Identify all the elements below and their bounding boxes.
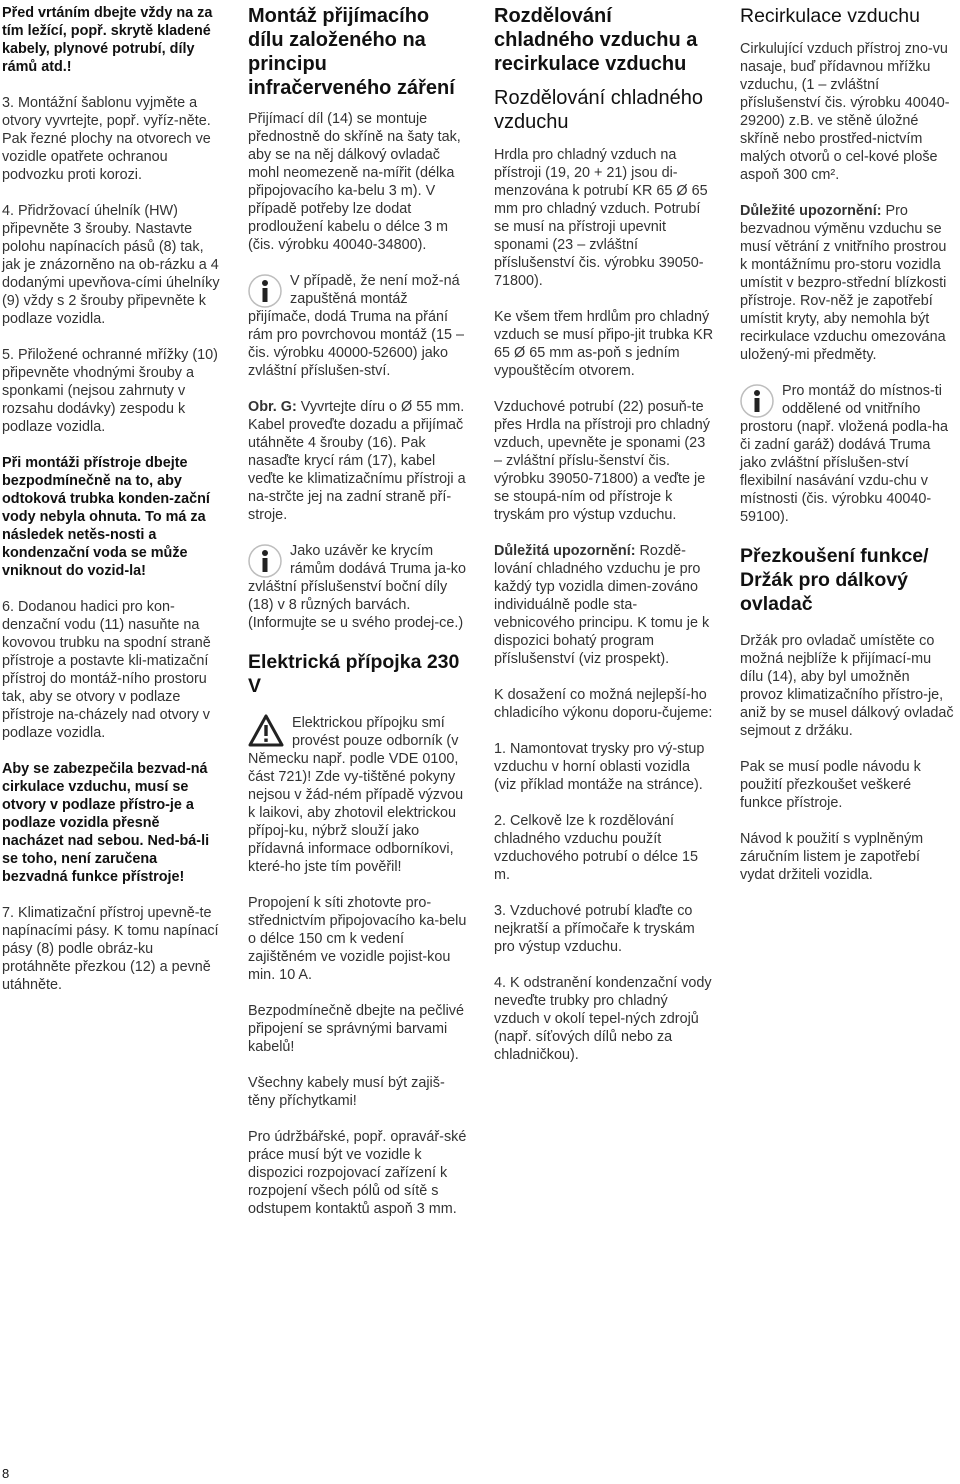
- recommendation-4: 4. K odstranění kondenzační vody neveďte trubky pro chladný vzduch v okolí tepel-ných zdrojů (např. síťových dílů nebo za chladničkou).: [494, 975, 712, 1063]
- figure-g-label: Obr. G:: [248, 399, 297, 415]
- recirculation-heading: Recirkulace vzduchu: [740, 5, 920, 27]
- step-4: 4. Přidržovací úhelník (HW) připevněte 3 šrouby. Nastavte polohu napínacích pásů (8) tak, jak je znázorněno na ob-rázku a 4 dodanými upevňova-cími úhelníky (9) vždy s 2 šrouby připevněte k podlaze vozidla.: [2, 203, 220, 327]
- recirculation-note-label: Důležité upozornění:: [740, 203, 882, 219]
- airflow-warning: Aby se zabezpečila bezvad-ná cirkulace vzduchu, musí se otvory v podlaze přístro-je a podlaze vozidla přesně nacházet nad sebou. Ned-bá-li se toho, není zaručena bezvadná funkce přístroje!: [2, 761, 210, 885]
- info-note-room: [740, 382, 956, 526]
- info-note-room-text: Pro montáž do místnos-ti oddělené od vnitřního prostoru (např. vložená podla-ha či zadní garáž) dodává Truma jako zvláštní příslušen-ství flexibilní nasávání vzdu-chu v místnosti (čis. výrobku 40040-59100).: [740, 383, 948, 525]
- mains-connection: Propojení k síti zhotovte pro-střednictvím připojovacího ka-belu o délce 150 cm k vedení zajištěném ve vozidle pojist-kou min. 10 A.: [248, 895, 467, 983]
- column-3: [494, 4, 716, 1082]
- recirculation-note: [740, 202, 956, 364]
- manual-paragraph: Návod k použití s vyplněným záručním listem je zapotřebí vydat držiteli vozidla.: [740, 831, 924, 883]
- cable-colors: Bezpodmínečně dbejte na pečlivé připojení se správnými barvami kabelů!: [248, 1003, 465, 1055]
- cable-clips: Všechny kabely musí být zajiš-těny příchytkami!: [248, 1075, 445, 1109]
- info-note-frame-text: V případě, že není mož-ná zapuštěná montáž přijímače, dodá Truma na přání rám pro povrchovou montáž (15 – čis. výrobku 40000-52600) jako zvláštní příslušen-ství.: [248, 273, 464, 379]
- step-5: 5. Přiložené ochranné mřížky (10) připevněte vhodnými šrouby a sponkami (nejsou zahrnuty v rozsahu dodávky) zespodu k podlaze vozidla.: [2, 347, 218, 435]
- info-icon: [248, 274, 282, 308]
- recommendation-2: 2. Celkově lze k rozdělování chladného vzduchu použít vzduchového potrubí o délce 15 m.: [494, 813, 699, 883]
- info-icon: [248, 544, 282, 578]
- info-icon: [740, 384, 774, 418]
- important-note-label: Důležitá upozornění:: [494, 543, 636, 559]
- holder-paragraph: Držák pro ovladač umístěte co možná nejblíže k přijímací-mu dílu (14), aby byl umožněn provoz klimatizačního přístro-je, aniž by se musel dálkový ovladač sejmout z držáku.: [740, 633, 954, 739]
- column-2: [248, 4, 470, 1236]
- recirculation-paragraph: Cirkulující vzduch přístroj zno-vu nasaje, buď přídavnou mřížku vzduchu, (1 – zvláštní příslušenství čis. výrobku 40040-29200) z.B. ve stěně úložné skříně nebo prostřed-nictvím malých otvorů o cel-kové ploše aspoň 300 cm².: [740, 41, 950, 183]
- recommendation-3: 3. Vzduchové potrubí klaďte co nejkratší a přímočaře k tryskám pro výstup vzduchu.: [494, 903, 695, 955]
- warning-icon: [248, 714, 284, 748]
- figure-g-paragraph: [248, 398, 470, 524]
- distribution-subheading: Rozdělování chladného vzduchu: [494, 87, 704, 133]
- electrical-heading: Elektrická přípojka 230 V: [248, 651, 460, 697]
- recommendation-intro: K dosažení co možná nejlepší-ho chladicího výkonu doporu-čujeme:: [494, 687, 713, 721]
- pipe-paragraph: Ke všem třem hrdlům pro chladný vzduch se musí připo-jit trubka KR 65 Ø 65 mm as-poň s jedním vypouštěcím otvorem.: [494, 309, 714, 379]
- isolating-device: Pro údržbářské, popř. opravář-ské práce musí být ve vozidle k dispozici rozpojovací zařízení k rozpojení všech pólů od sítě s odstupem kontaktů aspoň 3 mm.: [248, 1129, 467, 1217]
- page-number: 8: [2, 1466, 10, 1481]
- ducting-paragraph: Vzduchové potrubí (22) posuň-te přes Hrdla na přístroji pro chladný vzduch, upevněte je sponami (23 – zvláštní příslu-šenství čis. výrobku 39050-71800) a veďte je se stoupá-ním od přístroje k tryskám pro výstup vzduchu.: [494, 399, 710, 523]
- function-test-paragraph: Pak se musí podle návodu k použití přezkoušet veškeré funkce přístroje.: [740, 759, 921, 811]
- important-note: [494, 542, 716, 668]
- function-test-heading: Přezkoušení funkce/ Držák pro dálkový ovladač: [740, 545, 929, 615]
- column-4: [740, 4, 956, 902]
- outlets-paragraph: Hrdla pro chladný vzduch na přístroji (19, 20 + 21) jsou di-menzována k potrubí KR 65 Ø 65 mm pro chladný vzduch. Potrubí se musí na přístroji upevnit sponami (23 – zvláštní příslušenství čis. výrobku 39050-71800).: [494, 147, 708, 289]
- receiver-paragraph: Přijímací díl (14) se montuje přednostně do skříně na šaty tak, aby se na něj dálkový ovladač mohl neomezeně na-mířit (délka připojovacího ka-belu 3 m). V případě potřeby lze dodat prodloužení kabelu o délce 3 m (čis. výrobku 40040-34800).: [248, 111, 461, 253]
- column-1: [2, 4, 224, 1012]
- figure-g-text: Vyvrtejte díru o Ø 55 mm. Kabel proveďte dozadu a přijímač utáhněte 4 šrouby (16). Pak nasaďte krycí rám (17), kabel veďte ke klimatizačnímu přístroji a na-strčte jej na zadní straně pří-stroje.: [248, 399, 466, 523]
- recommendation-1: 1. Namontovat trysky pro vý-stup vzduchu v horní oblasti vozidla (viz příklad montáže na stránce).: [494, 741, 705, 793]
- intro-warning: Před vrtáním dbejte vždy na za tím ležící, popř. skrytě kladené kabely, plynové potrubí, díly rámů atd.!: [2, 5, 213, 75]
- step-3: 3. Montážní šablonu vyjměte a otvory vyvrtejte, popř. vyříz-něte. Pak řezné plochy na otvorech ve vozidle opatřete ochranou podvozku proti korozi.: [2, 95, 211, 183]
- electrical-warning: [248, 714, 470, 876]
- step-6: 6. Dodanou hadici pro kon-denzační vodu (11) nasuňte na kovovou trubku na spodní straně přístroje a postavte kli-matizační přístroj do montáž-ního prostoru tak, aby se otvory v podlaze přístroje na-cházely nad otvory v podlaze vozidla.: [2, 599, 211, 741]
- info-note-side-parts-text: Jako uzávěr ke krycím rámům dodává Truma ja-ko zvláštní příslušenství boční díly (18) v 8 různých barvách. (Informujte se u svého prodej-ce.): [248, 543, 466, 631]
- receiver-heading: Montáž přijímacího dílu založeného na principu infračerveného záření: [248, 5, 455, 99]
- info-note-side-parts: [248, 542, 470, 632]
- electrical-warning-text: Elektrickou přípojku smí provést pouze odborník (v Německu např. podle VDE 0100, část 721)! Zde vy-tištěné pokyny nejsou v žád-ném případě výzvou k laikovi, aby zhotovil elektrickou přípoj-ku, nýbrž slouží jako přídavná informace odborníkovi, které-ho jste tím pověřil!: [248, 715, 464, 875]
- step-7: 7. Klimatizační přístroj upevně-te napínacími pásy. K tomu napínací pásy (8) podle obráz-ku protáhněte přezkou (12) a pevně utáhněte.: [2, 905, 219, 993]
- distribution-heading: Rozdělování chladného vzduchu a recirkulace vzduchu: [494, 5, 698, 75]
- important-note-text: Rozdě-lování chladného vzduchu je pro každý typ vozidla dimen-zováno individuálně podle sta-vebnicového principu. K tomu je k dispozici bohatý program příslušenství (viz prospekt).: [494, 543, 710, 667]
- info-note-frame: [248, 272, 470, 380]
- recirculation-note-text: Pro bezvadnou výměnu vzduchu se musí větrání z vnitřního prostrou k montážnímu pro-storu vozidla umístit v bezpro-střední blízkosti přístroje. Rov-něž je zapotřebí umístit kryty, aby nemohla být recirkulace vzduchu omezována uložený-mi předměty.: [740, 203, 947, 363]
- condensate-warning: Při montáži přístroje dbejte bezpodmínečně na to, aby odtoková trubka konden-zační vody nebyla ohnuta. To má za následek netěs-nosti a kondenzační voda se může vniknout do vozid-la!: [2, 455, 210, 579]
